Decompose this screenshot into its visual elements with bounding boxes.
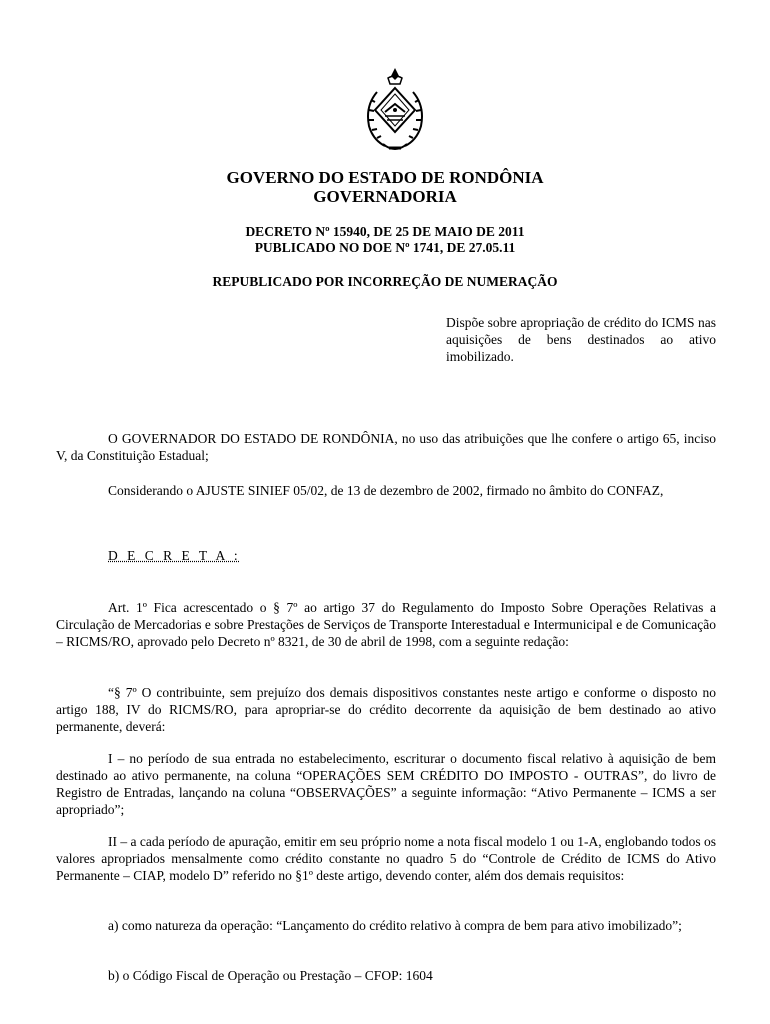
publication-line: PUBLICADO NO DOE Nº 1741, DE 27.05.11	[254, 240, 516, 255]
paragraph-alinea-a: a) como natureza da operação: “Lançamento do crédito relativo à compra de bem para ativo imobilizado”;	[108, 918, 682, 933]
paragraph-governador: O GOVERNADOR DO ESTADO DE RONDÔNIA, no uso das atribuições que lhe confere o artigo 65, inciso V, da Constituição Estadual;	[56, 431, 716, 463]
government-title: GOVERNO DO ESTADO DE RONDÔNIA	[226, 168, 544, 187]
governadoria-title: GOVERNADORIA	[313, 187, 457, 206]
state-coat-of-arms-icon	[355, 66, 435, 158]
paragraph-inciso-ii: II – a cada período de apuração, emitir em seu próprio nome a nota fiscal modelo 1 ou 1-A, englobando todos os valores apropriados mensalmente como crédito constante no quadro 5 do “Controle de Crédito de ICMS do Ativo Permanente – CIAP, modelo D” referido no §1º deste artigo, devendo conter, além dos demais requisitos:	[56, 834, 716, 883]
paragraph-alinea-b: b) o Código Fiscal de Operação ou Prestação – CFOP: 1604	[108, 968, 433, 983]
ementa: Dispõe sobre apropriação de crédito do ICMS nas aquisições de bens destinados ao ativo imobilizado.	[446, 315, 716, 364]
paragraph-inciso-i: I – no período de sua entrada no estabelecimento, escriturar o documento fiscal relativo à aquisição de bem destinado ao ativo permanente, na coluna “OPERAÇÕES SEM CRÉDITO DO IMPOSTO - OUTRAS”, do livro de Registro de Entradas, lançando na coluna “OBSERVAÇÕES” a seguinte informação: “Ativo Permanente – ICMS a ser apropriado”;	[56, 751, 716, 817]
republication-note: REPUBLICADO POR INCORREÇÃO DE NUMERAÇÃO	[212, 274, 558, 289]
decreta-heading: D E C R E T A :	[108, 548, 241, 563]
paragraph-considerando: Considerando o AJUSTE SINIEF 05/02, de 13 de dezembro de 2002, firmado no âmbito do CONFAZ,	[108, 483, 664, 498]
decree-number: DECRETO Nº 15940, DE 25 DE MAIO DE 2011	[245, 224, 525, 239]
paragraph-art1: Art. 1º Fica acrescentado o § 7º ao artigo 37 do Regulamento do Imposto Sobre Operações Relativas a Circulação de Mercadorias e sobre Prestações de Serviços de Transporte Interestadual e Intermunicipal e de Comunicação – RICMS/RO, aprovado pelo Decreto nº 8321, de 30 de abril de 1998, com a seguinte redação:	[56, 600, 716, 649]
paragraph-par7: “§ 7º O contribuinte, sem prejuízo dos demais dispositivos constantes neste artigo e conforme o disposto no artigo 188, IV do RICMS/RO, para apropriar-se do crédito decorrente da aquisição de bem destinado ao ativo permanente, deverá:	[56, 685, 716, 734]
